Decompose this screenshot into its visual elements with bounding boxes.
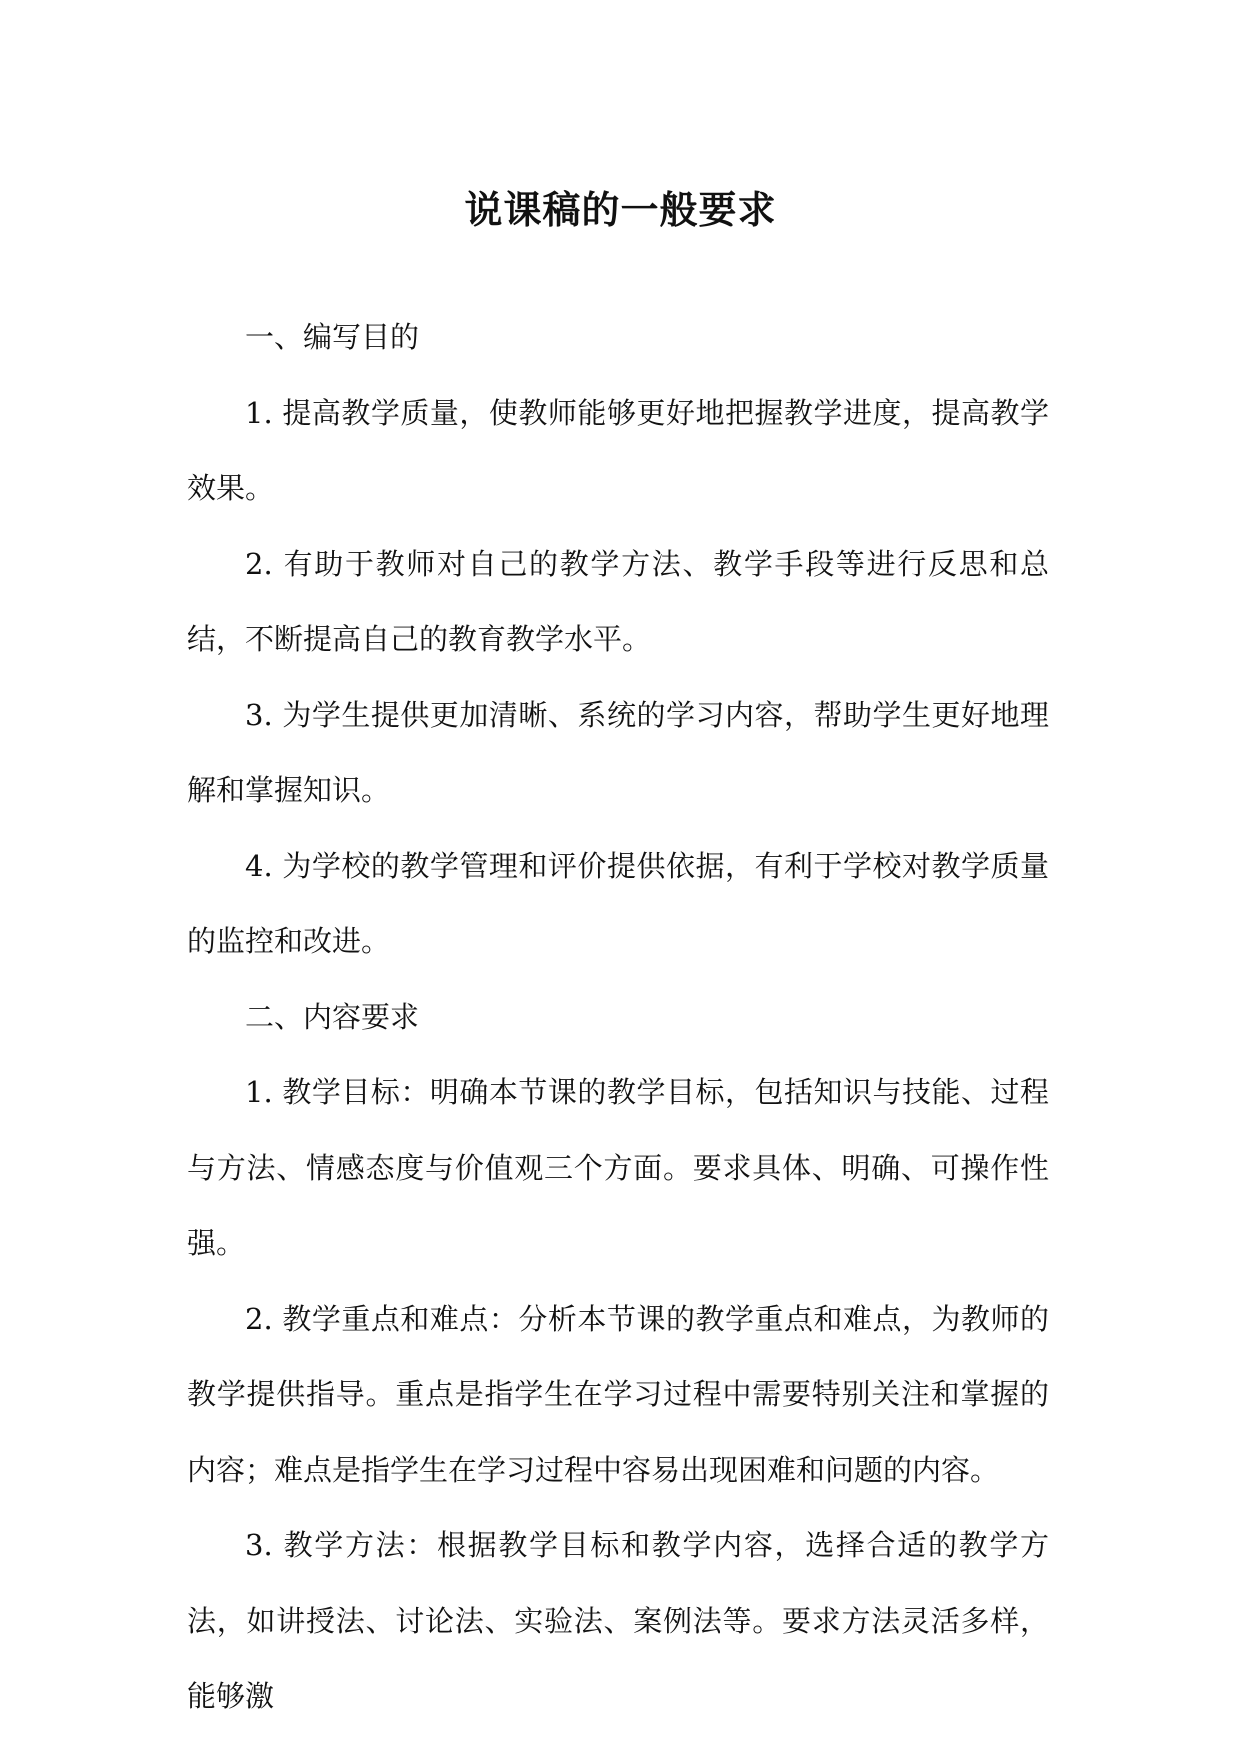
- section-heading-purpose: 一、编写目的: [245, 320, 420, 354]
- purpose-item-1: 1. 提高教学质量，使教师能够更好地把握教学进度，提高教学效果。: [187, 395, 1049, 505]
- purpose-item-3: 3. 为学生提供更加清晰、系统的学习内容，帮助学生更好地理解和掌握知识。: [187, 697, 1049, 807]
- purpose-item-4: 4. 为学校的教学管理和评价提供依据，有利于学校对教学质量的监控和改进。: [187, 848, 1049, 958]
- content-item-3: 3. 教学方法：根据教学目标和教学内容，选择合适的教学方法，如讲授法、讨论法、实验法、案例法等。要求方法灵活多样，能够激: [187, 1528, 1049, 1713]
- section-heading-content: 二、内容要求: [245, 999, 420, 1034]
- purpose-item-2: 2. 有助于教师对自己的教学方法、教学手段等进行反思和总结，不断提高自己的教育教学水平。: [187, 546, 1049, 656]
- document-title: 说课稿的一般要求: [464, 187, 777, 232]
- content-item-1: 1. 教学目标：明确本节课的教学目标，包括知识与技能、过程与方法、情感态度与价值观三个方面。要求具体、明确、可操作性强。: [187, 1075, 1049, 1260]
- document-body: [187, 300, 1049, 1735]
- content-item-2: 2. 教学重点和难点：分析本节课的教学重点和难点，为教师的教学提供指导。重点是指学生在学习过程中需要特别关注和掌握的内容；难点是指学生在学习过程中容易出现困难和问题的内容。: [187, 1301, 1049, 1487]
